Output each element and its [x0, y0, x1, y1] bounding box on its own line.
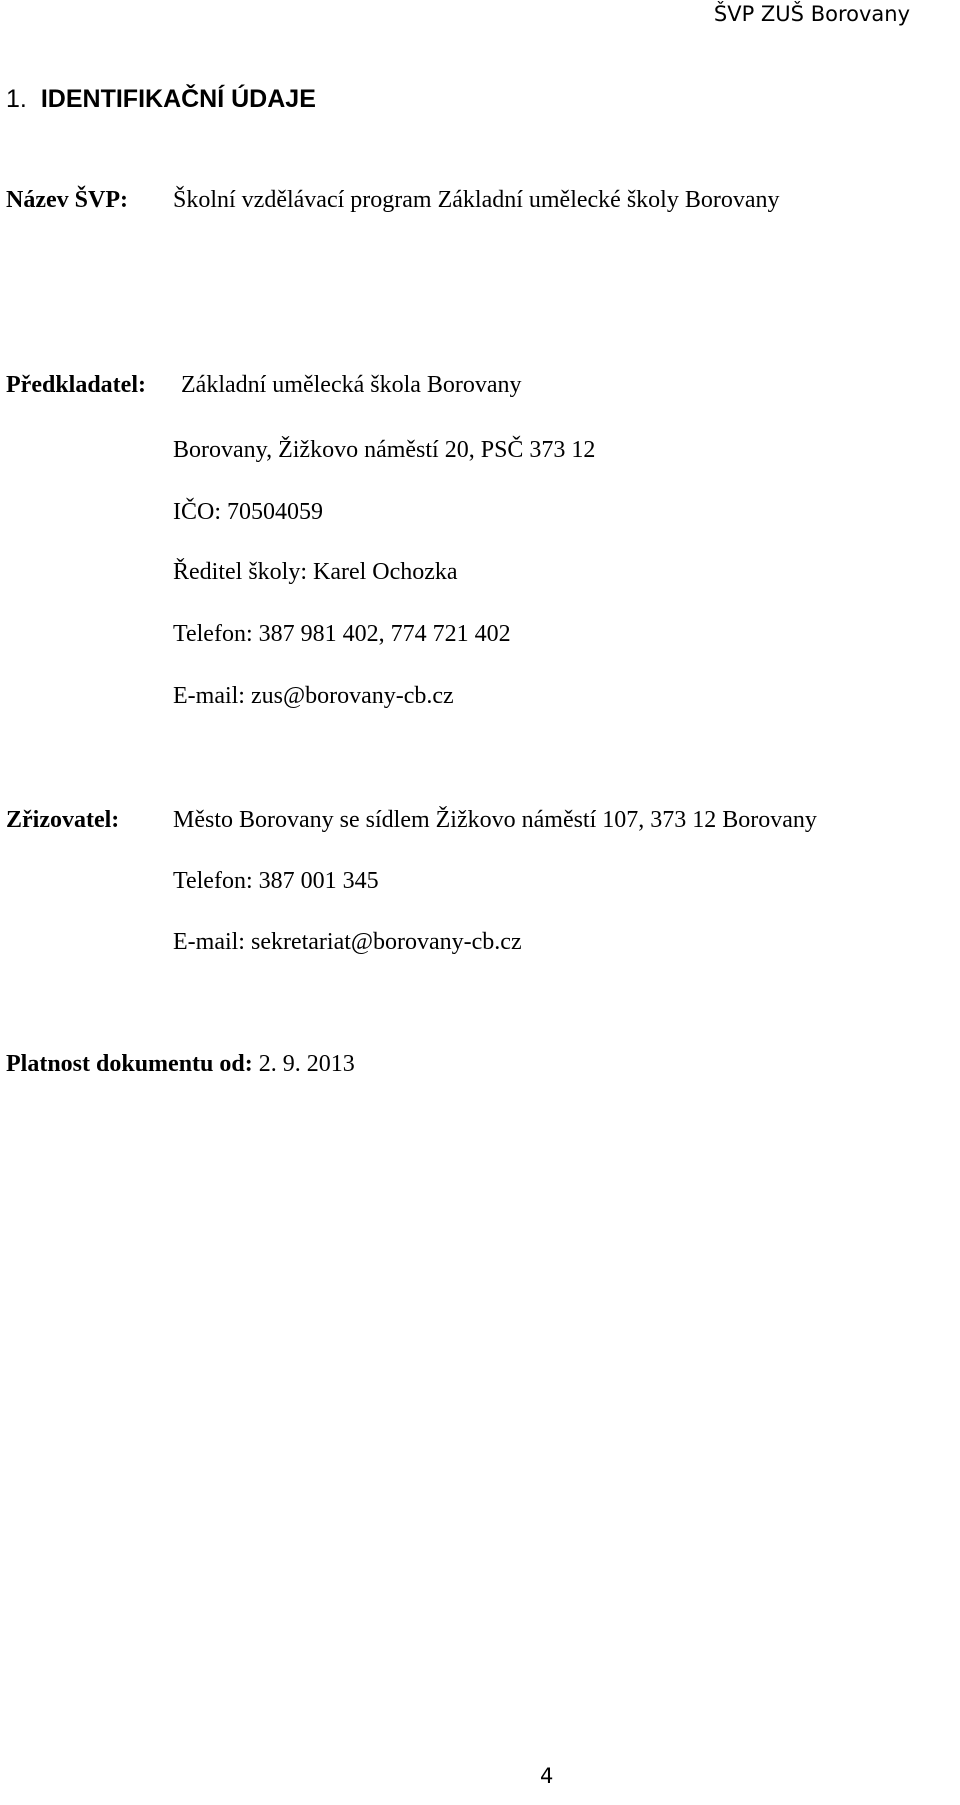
platnost-value: 2. 9. 2013	[258, 1051, 355, 1077]
predkladatel-director: Ředitel školy: Karel Ochozka	[173, 559, 458, 585]
section-title: IDENTIFIKAČNÍ ÚDAJE	[40, 85, 316, 113]
nazev-label: Název ŠVP:	[6, 187, 128, 213]
running-header: ŠVP ZUŠ Borovany	[713, 2, 910, 26]
nazev-value: Školní vzdělávací program Základní umělecké školy Borovany	[173, 187, 780, 213]
predkladatel-address: Borovany, Žižkovo náměstí 20, PSČ 373 12	[173, 437, 596, 463]
predkladatel-name: Základní umělecká škola Borovany	[181, 372, 522, 398]
section-heading	[6, 87, 316, 112]
page-number: 4	[540, 1764, 554, 1788]
zrizovatel-name: Město Borovany se sídlem Žižkovo náměstí 107, 373 12 Borovany	[173, 807, 817, 833]
platnost-line	[6, 1052, 355, 1076]
platnost-label: Platnost dokumentu od:	[6, 1051, 253, 1077]
zrizovatel-email: E-mail: sekretariat@borovany-cb.cz	[173, 929, 522, 955]
section-number: 1.	[6, 85, 27, 113]
predkladatel-phone: Telefon: 387 981 402, 774 721 402	[173, 621, 511, 647]
zrizovatel-label: Zřizovatel:	[6, 807, 120, 833]
predkladatel-email: E-mail: zus@borovany-cb.cz	[173, 683, 454, 709]
zrizovatel-phone: Telefon: 387 001 345	[173, 868, 379, 894]
predkladatel-label: Předkladatel:	[6, 372, 146, 398]
predkladatel-ico: IČO: 70504059	[173, 499, 323, 525]
